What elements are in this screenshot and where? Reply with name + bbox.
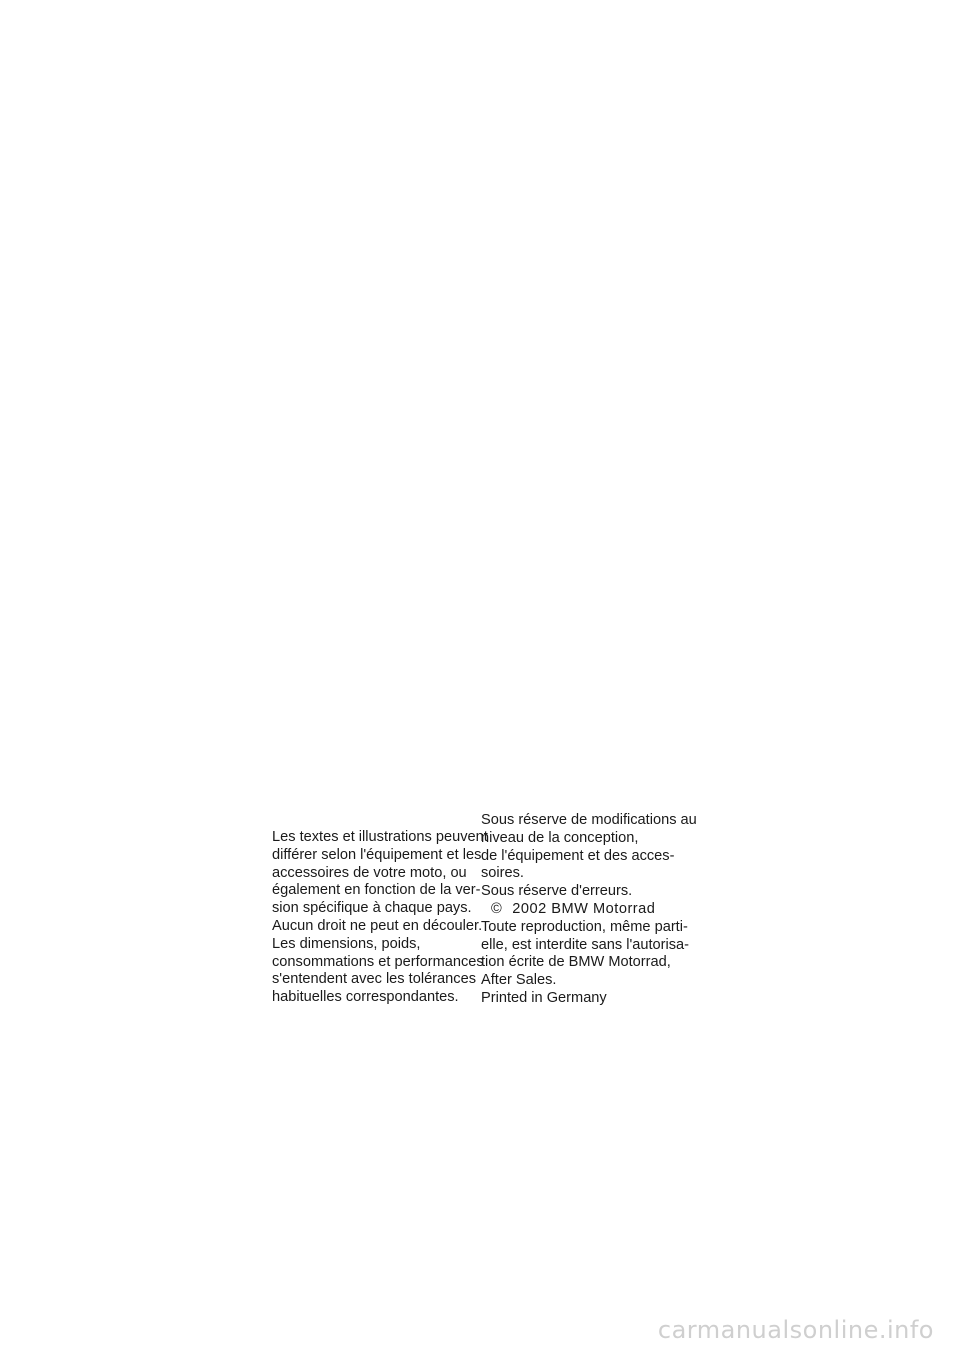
right-line: After Sales. <box>481 972 557 989</box>
left-line: consommations et performances <box>272 953 484 970</box>
left-line: également en fonction de la ver- <box>272 882 481 899</box>
copyright-text: 2002 BMW Motorrad <box>512 900 656 917</box>
left-line: Les textes et illustrations peuvent <box>272 829 488 845</box>
right-line: Printed in Germany <box>481 989 607 1006</box>
copyright-symbol: © <box>491 900 503 917</box>
right-line: soires. <box>481 865 524 882</box>
right-line: Sous réserve de modifications au <box>481 812 697 828</box>
watermark-text: carmanualsonline.info <box>657 1316 934 1344</box>
left-line: différer selon l'équipement et les <box>272 846 482 863</box>
left-text-column <box>272 829 488 1007</box>
copyright-line <box>481 901 681 919</box>
right-line: Sous réserve d'erreurs. <box>481 883 633 900</box>
left-line: accessoires de votre moto, ou <box>272 864 467 881</box>
left-line: s'entendent avec les tolérances <box>272 971 476 988</box>
right-line: tion écrite de BMW Motorrad, <box>481 954 671 971</box>
right-line: niveau de la conception, <box>481 829 639 846</box>
left-line: sion spécifique à chaque pays. <box>272 900 472 917</box>
right-text-column <box>481 812 697 1008</box>
left-line: habituelles correspondantes. <box>272 989 459 1006</box>
right-line: Toute reproduction, même parti- <box>481 918 688 935</box>
right-line: elle, est interdite sans l'autorisa- <box>481 936 690 953</box>
right-line: de l'équipement et des acces- <box>481 847 675 864</box>
left-line: Aucun droit ne peut en découler. <box>272 917 483 934</box>
left-line: Les dimensions, poids, <box>272 935 421 952</box>
